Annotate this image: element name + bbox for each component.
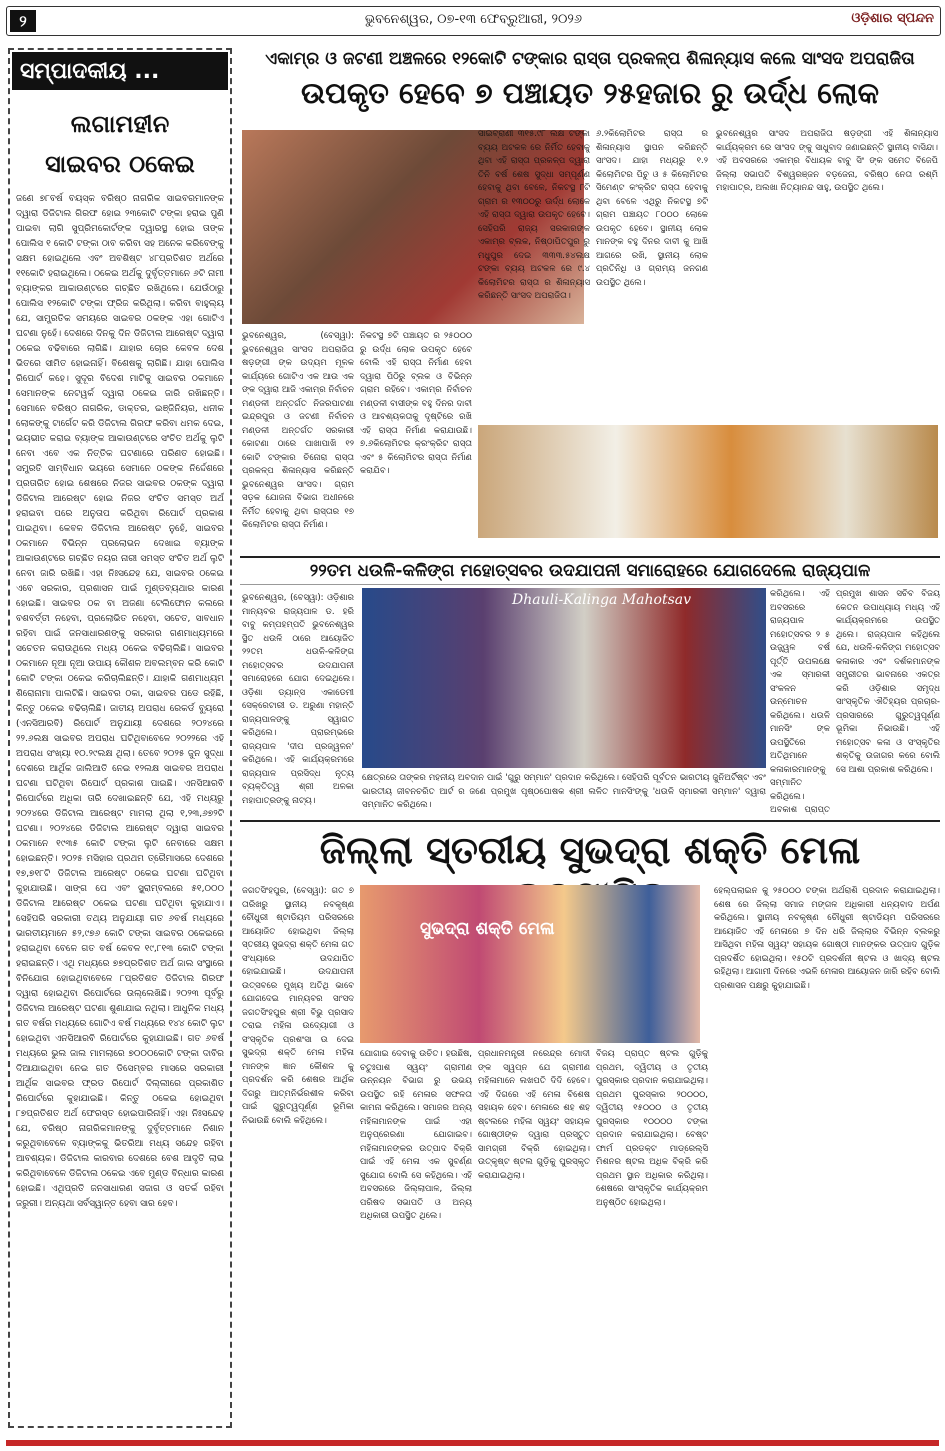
story2-col1: ଭୁବନେଶ୍ୱର, (ବେସ୍ୱା): ଓଡ଼ିଶାର ମାନ୍ୟବର ରାଜ୍ୟପାଳ ଡ. ହରି ବାବୁ କମ୍ପହମ୍ପତି ଭୁବନେଶ୍ୱର ସ୍ଥିତ ଧଉଳି ଠାରେ ଆୟୋଜିତ ୨୨ତମ ଧଉଳି-କଳିଙ୍ଗ ମହୋତ୍ସବର ଉଦଯାପନୀ ସମାରୋହରେ ଯୋଗ ଦେଇଥିଲେ। ଓଡ଼ିଶା ଡ୍ୟାନ୍ସ ଏକାଡେମୀ ସେକ୍ରେଟାରୀ ଡ. ଅରୁଣା ମହାନ୍ତି ରାଜ୍ୟପାଳଙ୍କୁ ସ୍ୱାଗତ କରିଥିଲେ। ପ୍ରାରମ୍ଭରେ ରାଜ୍ୟପାଳ 'ଦୀପ ପ୍ରଜ୍ୱଳନ' କରିଥିଲେ। ଏହି କାର୍ଯ୍ୟକ୍ରମରେ ରାଜ୍ୟପାଳ ପ୍ରସିଦ୍ଧ ନୃତ୍ୟ ବ୍ୟକ୍ତିତ୍ୱ ଶ୍ରୀ ଅଳକା ମହାପାତ୍ରଙ୍କୁ ନାଟ୍ୟ। [242, 593, 354, 806]
story3-col1: ଜଗତସିଂହପୁର, (ବେସ୍ୱା): ଗତ ୭ ତାରିଖରୁ ସ୍ଥାନୀୟ ନବକୃଷ୍ଣ ଚୌଧୁରୀ ଷ୍ଟାଡିୟମ ପରିସରରେ ଆୟୋଜିତ ହୋଇଥିବା ଜିଲ୍ଲା ସ୍ତରୀୟ ସୁଭଦ୍ରା ଶକ୍ତି ମେଳା ଗତ ସଂଧ୍ୟାରେ ଉଦଯାପିତ ହୋଇଯାଇଛି। ଉଦଯାପନୀ ଉତ୍ସବରେ ମୁଖ୍ୟ ଅତିଥି ଭାବେ ଯୋଗଦେଇ ମାନ୍ୟବର ସାଂସଦ ଜଗତସିଂହପୁର ଶ୍ରୀ ବିଭୁ ପ୍ରସାଦ ତରାଇ ମହିଳା ଉଦ୍ୟୋଗୀ ଓ ସଂସ୍କୃତିକ ପ୍ରଶଂସା ଉ ଦେଇ ସୁଭଦ୍ରା ଶକ୍ତି ମେଳା ମହିଳା ମାନଙ୍କ ଜ୍ଞାନ କୌଶଳ କୁ ପ୍ରଦର୍ଶନ କରି ଶେଷର ଆର୍ଥିକ ଦିଗରୁ ଆତ୍ମନିର୍ଭରଶୀଳ କରିବା ପାଇଁ ଗୁରୁତ୍ୱପୂର୍ଣ୍ଣ ଭୂମିକା ନିଭାଉଛି ବୋଲି କହିଥିଲେ। [242, 886, 354, 1126]
top-bar [6, 6, 941, 36]
brand-logo: ଓଡ଼ିଶାର ସ୍ପନ୍ଦନ [851, 11, 934, 26]
story2-photo [362, 588, 766, 768]
story3-banner-text: ସୁଭଦ୍ରା ଶକ୍ତି ମେଳା [420, 919, 555, 939]
story3-headline: ଜିଲ୍ଲା ସ୍ତରୀୟ ସୁଭଦ୍ରା ଶକ୍ତି ମେଳା [240, 820, 940, 918]
story1-col3: ସାଇବ୍ରାଣୀ ୩୧୫.୯୮ ଲକ୍ଷ ଟଙ୍କା ବ୍ୟୟ ଅଟକଳ ରେ ନିର୍ମିତ ହେବାକୁ ଥିବା ଏହି ରାସ୍ତା ପ୍ରକଳ୍ପ ଦ୍ୱାରା ତିନି ବର୍ଷ ଶେଷ ସୁଦ୍ଧା ସମ୍ପୂର୍ଣ୍ଣ ହେବାକୁ ଥିବା ବେଳେ, ନିକଟସ୍ଥ ୮ଟି ଗ୍ରାମ ର ୧୩୦୦ରୁ ଊର୍ଦ୍ଧ ଲୋକେ ଏହି ରାସ୍ତା ଦ୍ୱାରା ଉପକୃତ ହେବେ। ସେହିପରି ରାଜ୍ୟ ସରକାରଙ୍କ ଏକାମ୍ର ବ୍ଲକ, ନିଷ୍ଠାପିତପୁର ରୁ ମଧୁପୁର ଦେଇ ୩୩୩.୫୪ଲକ୍ଷ ଟଙ୍କା ବ୍ୟୟ ଅଟକଳ ରେ ୯.୪ କିଲୋମିଟର ରାସ୍ତା ର ଶିଳାନ୍ୟାସ କରିଛନ୍ତି ସାଂସଦ ଅପରାଜିତା। [478, 129, 590, 301]
dateline: ଭୁବନେଶ୍ୱର, ୦୭-୧୩ ଫେବ୍ରୁଆରୀ, ୨୦୨୬ [364, 12, 583, 27]
story3-photo [360, 885, 700, 1043]
story1-col2: ନିକଟସ୍ଥ ୭ଟି ପଞ୍ଚାୟତ ର ୨୫୦୦୦ ରୁ ଉର୍ଦ୍ଧ ଲୋକ ଉପକୃତ ହେବେ ବୋଲି ଏହି ରାସ୍ତା ନିର୍ମାଣ ହେବା ଦ୍ୱାରା ପିଠିରୁ ବ୍ଲକ ଓ ବିଭିନ୍ନ ଗ୍ରାମ ରହିବେ। ଏକାମ୍ର ନିର୍ବାଚନ ମଣ୍ଡଳୀ ବାସୀଙ୍କ ବହୁ ଦିନର ଦାବୀ ଓ ଆବଶ୍ୟକତାକୁ ଦୃଷ୍ଟିରେ ରଖି ଏହି ରାସ୍ତା ନିର୍ମାଣ କରାଯାଉଛି। ୭.୬କିଲୋମିଟର କ୍ରଂକ୍ରିଟ ରାସ୍ତା ଏବଂ ୫ କିଲୋମିଟର ରାସ୍ତା ନିର୍ମାଣ କରାଯିବ। [360, 331, 472, 476]
story2-banner-text: Dhauli-Kalinga Mahotsav [512, 592, 692, 608]
page-number: ୨ [10, 10, 36, 32]
story1-col5: ଭୁବନେଶ୍ୱର ସାଂସଦ ଅପରାଜିତା ଷଡ଼ଙ୍ଗୀ ଏହି ଶିଳାନ୍ୟାସ କାର୍ଯ୍ୟକ୍ରମ ରେ ସାଂସଦ ଙ୍କୁ ସାଧୁବାଦ ଜଣାଇଛନ୍ତି ସ୍ଥାନୀୟ ବାସିନ୍ଦା। ଏହି ଅବସରରେ ଏକାମ୍ର ବିଧାୟକ ବାବୁ ସିଂ ଙ୍କ ସମେତ ବିଜେପି ଜିଲ୍ଲା ସଭାପତି ବିଶ୍ୱରଞ୍ଜନ ବଡ଼ଜେନା, ବରିଷ୍ଠ ନେତା ରଶ୍ମି ମହାପାତ୍ର, ଅଲଖା ନିତ୍ୟାନନ୍ଦ ସାହୁ, ଉପସ୍ଥିତ ଥିଲେ। [716, 129, 938, 193]
story1-headline: ଉପକୃତ ହେବେ ୭ ପଞ୍ଚାୟତ ୨୫ହଜାର ରୁ ଉର୍ଦ୍ଧ ଲୋକ [300, 76, 880, 110]
story1-col1: ଭୁବନେଶ୍ୱର, (ବେସ୍ୱା): ଭୁବନେଶ୍ୱର ସାଂସଦ ଅପରାଜିତା ଷଡ଼ଙ୍ଗୀ ଙ୍କ ଉଦ୍ୟମ ମୂଳକ କାର୍ଯ୍ୟରେ ଗୋଟିଏ ଏକ ଆଉ ଏକ ଙ୍କ ଦ୍ୱାରା ଆଜି ଏକାମ୍ର ନିର୍ବାଚନ ମଣ୍ଡଳୀ ଅନ୍ତର୍ଗତ ନିଜରପାଟଣା ଇନ୍ଦ୍ରପୁର ଓ ଜଟଣୀ ନିର୍ବାଚନ ମଣ୍ଡଳୀ ଅନ୍ତର୍ଗତ ସରକାରୀ କୋଟଣା ଠାରେ ପାଖାପାଖି ୧୨ କୋଟି ଟଙ୍କାର ଚିନୋରା ରାସ୍ତା ପ୍ରକଳ୍ପ ଶିଳାନ୍ୟାସ କରିଛନ୍ତି ଭୁବନେଶ୍ୱର ସାଂସଦ। ଗ୍ରାମ ସଡ଼କ ଯୋଜନା ବିଭାଗ ଅଧୀନରେ ନିର୍ମିତ ହେବାକୁ ଥିବା ରାସ୍ତାର ୧୭ କିଲୋମିଟର ରାସ୍ତା ନିର୍ମାଣ। [242, 331, 354, 530]
story2-headline: ୨୨ତମ ଧଉଳି-କଳିଙ୍ଗ ମହୋତ୍ସବର ଉଦଯାପନୀ ସମାରୋହରେ ଯୋଗଦେଲେ ରାଜ୍ୟପାଳ [240, 556, 940, 585]
story1-kicker: ଏକାମ୍ର ଓ ଜଟଣୀ ଅଞ୍ଚଳରେ ୧୨କୋଟି ଟଙ୍କାର ରାସ୍ତା ପ୍ରକଳ୍ପ ଶିଳାନ୍ୟାସ କଲେ ସାଂସଦ ଅପରାଜିତା [265, 49, 915, 69]
editorial-body: ଜଣେ ୭୮ବର୍ଷ ବୟସ୍କ ବରିଷ୍ଠ ନାଗରିକ ସାଇବରମାନଙ୍କ ଦ୍ୱାରା ଡିଜିଟାଲ ଗିରଫ ହୋଇ ୨୩କୋଟି ଟଙ୍କା ହରାଇ ପୁଣି ପାଇବା ଲାଗି ସୁପ୍ରିମକୋର୍ଟଙ୍କ ଦ୍ୱାରସ୍ଥ ହୋଇ ତାଙ୍କ ପୋଲିସ ୧ କୋଟି ଟଙ୍କା ଠାବ କରିବା ସହ ଅନେକ କରିବେଙ୍କୁ ସକ୍ଷମ ହୋଇଥିଲେ ଏବଂ ଅବଶିଷ୍ଟ ୪୮ପ୍ରତିଶତ ଅର୍ଥରେ ୧୧କୋଟି ହରାଇଥିଲେ। ଠକେଇ ଅର୍ଥକୁ ଦୁର୍ବୃତ୍ତମାନେ ୬ଟି ନାମୀ ବ୍ୟାଙ୍କର ଆକାଉଣ୍ଟରେ ଗଚ୍ଛିତ ରଖିଥିଲେ। ଯେଉଁଠାରୁ ପୋଲିସ ୧୨କୋଟି ଟଙ୍କା ଫ୍ରିଜ କରିଥିଲା। କରିବା ବାହୁଲ୍ୟ ଯେ, ସାମ୍ପ୍ରତିକ ସମୟରେ ସାଇବର ଠକଙ୍କ ଏହା ଗୋଟିଏ ଘଟଣା ନୁହେଁ। ଦେଶରେ ଦିନକୁ ଦିନ ଡିଜିଟାଲ ଆରେଷ୍ଟ ଦ୍ୱାରା ଠକେଇ ବଢିବାରେ ଲାଗିଛି। ଯାହାର ଚୋର କେବଳ ଦେଶ ଭିତରେ ସୀମିତ ହୋଇନାହିଁ। ବିଶେଷକୁ ଲାଗିଛି। ଯାହା ପୋଲିସ ରିପୋର୍ଟ କହେ। ସୁଦୂର ବିଦେଶ ମାଟିକୁ ସାଇବର ଠକମାନେ ସେମାନଙ୍କ ନେଟୱର୍କ ଦ୍ୱାରା ଠକେଇ ଜାରି ରଖିଛନ୍ତି। ସେମାନେ ବରିଷ୍ଠ ନାଗରିକ, ଡାକ୍ତର, ଇଞ୍ଜିନିୟର, ଧନୀକ ଲୋକଙ୍କୁ ଟାର୍ଗେଟ କରି ଡିଜିଟାଲ ଗିରଫ କରିବା ଧମକ ଦେଇ, ଭୟଭୀତ କରାଇ ବ୍ୟାଙ୍କ ଆକାଉଣ୍ଟରେ ସଂଚିତ ଅର୍ଥକୁ ଲୁଟି ନେବା ଏବେ ଏକ ନିତ୍ତିକ ଘଟଣାରେ ପରିଣତ ହୋଇଛି। ସମ୍ପ୍ରତି ସାମ୍ବିଧାନ ଭୟରେ ସେମାନେ ଠକଙ୍କ ନିର୍ଦ୍ଦେଶରେ ପ୍ରତାରିତ ହୋଇ ଶେଷରେ ନିଜର ସାଇବର ଠକଙ୍କ ଦ୍ୱାରା ଡିଜିଟାଲ ଆରେଷ୍ଟ ହୋଇ ନିଜର ସଂଚିତ ସମସ୍ତ ଅର୍ଥ ହରାଇବା ପରେ ଅନୁତାପ କରିଥିବା ରିପୋର୍ଟ ପ୍ରକାଶ ପାଇଥିବା। କେବଳ ଡିଜିଟାଲ ଆରେଷ୍ଟ ନୁହେଁ, ସାଇବର ଠକମାନେ ବିଭିନ୍ନ ପ୍ରଲୋଭନ ଦେଖାଇ ବ୍ୟାଙ୍କ ଆକାଉଣ୍ଟରେ ଗଚ୍ଛିତ ନୟର ନାରୀ ସମସ୍ତ ସଂଚିତ ଅର୍ଥ ଲୁଟି ନେବା ଜାରି ରଖିଛି। ଏହା ନିଃସନ୍ଦେହ ଯେ, ସାଇବର ଠକେଇ ଏବେ ସରକାର, ପ୍ରଶାସନ ପାଇଁ ମୁଣ୍ଡବ୍ୟଥାର କାରଣ ହୋଇଛି। ସାଇବର ଠକ ବା ଅଜଣା ଟେଲିଫୋନ କଲରେ ବଶବର୍ତ୍ତୀ ନହେବା, ପ୍ରଲୋଭିତ ନହେବା, ସଚେତ, ସାବଧାନ ରହିବା ପାଇଁ ଜନସାଧାରଣଙ୍କୁ ସରକାର ଗଣମାଧ୍ୟମରେ ସଚେତନ କରାଉଥିଲେ ମଧ୍ୟ ଠକେଇ ବଢିଚାଲିଛି। ସାଇବର ଠକମାନେ ନୂଆ ନୂଆ ଉପାୟ କୌଶଳ ଅବଲମ୍ବନ କରି କୋଟି କୋଟି ଟଙ୍କା ଠକେଇ କରିଚାଲିଛନ୍ତି। ଯାହାକି ଗଣମାଧ୍ୟମ ଶିରୋନାମା ପାଲଟିଛି। ସାଇବର ଠକା, ସାଇବର ପଡେ ରହିଛି, କିନ୍ତୁ ଠକେଇ ବଢିଚାଲିଛି। ଜାତୀୟ ଅପରାଧ ରେକର୍ଡ ବ୍ୟୁରୋ (ଏନସିଆରବି) ରିପୋର୍ଟ ଅନୁଯାୟୀ ଦେଶରେ ୨୦୨୪ରେ ୨୨.୬ଲକ୍ଷ ସାଇବର ଅପରାଧ ଘଟିଥିବାବେଳେ ୨୦୨୨ରେ ଏହି ଅପରାଧ ସଂଖ୍ୟା ୧୦.୨୯ଲକ୍ଷ ଥିଲା। ତେବେ ୨୦୨୫ ଜୁନ ସୁଦ୍ଧା ଦେଶରେ ଆର୍ଥିକ ଜାଲିଆତି ନେଇ ୧୨ଲକ୍ଷ ସାଇବର ଅପରାଧ ଘଟଣା ଘଟିଥିବା ରିପୋର୍ଟ ପ୍ରକାଶ ପାଇଛି। ଏନସିଆରବି ରିପୋର୍ଟରେ ଅଧିକା ତାରି ଦେଖାଇଛନ୍ତି ଯେ, ଏହି ମଧ୍ୟରୁ ୨୦୨୪ରେ ଡିଜିଟାଲ ଆରେଷ୍ଟ ମାମଲା ଥିଲା ୧,୨୩,୬୭୨ଟି ଘଟଣା। ୨୦୨୪ରେ ଡିଜିଟାଲ ଆରେଷ୍ଟ ଦ୍ୱାରା ସାଇବର ଠକମାନେ ୧୯୩୫ କୋଟି ଟଙ୍କା ଲୁଟି ନେବାରେ ସକ୍ଷମ ହୋଇଛନ୍ତି। ୨୦୨୫ ମସିହାର ପ୍ରଥମ ତ୍ରୈମାସରେ ଦେଶରେ ୧୭,୭୧୮ଟି ଡିଜିଟାଲ ଆରେଷ୍ଟ ଠକେଇ ଘଟଣା ଘଟିଥିବା କୁହାଯାଉଛି। ସାଙ୍ଗ ପେ ଏବଂ ସ୍କ୍ରାମ୍ବଲରେ ୫୧,୦୦୦ ଡିଜିଟାଲ ଆରେଷ୍ଟ ଠକେଇ ଘଟଣା ଘଟିଥିବା କୁହାଯାଏ। ସେହିପରି ସରକାରୀ ତଥ୍ୟ ଅନୁଯାୟୀ ଗତ ୬ବର୍ଷ ମଧ୍ୟରେ ଭାରତୀୟମାନେ ୫୨,୯୭୬ କୋଟି ଟଙ୍କା ସାଇବର ଠକେଇରେ ହରାଇଥିବା ବେଳେ ଗତ ବର୍ଷ କେବଳ ୧୯,୮୧୩ କୋଟି ଟଙ୍କା ହରାଇଛନ୍ତି। ଏଥି ମଧ୍ୟରେ ୭୭ପ୍ରତିଶତ ଅର୍ଥ ଜାଲ ସଂସ୍ଥାରେ ବିନିଯୋଗ ହୋଇଥିବାବେଳେ ୮ପ୍ରତିଶତ ଡିଜିଟାଲ ଗିରଫ ଦ୍ୱାରା ହୋଇଥିବା ରିପୋର୍ଟରେ ଉଲ୍ଲେଖିଛି। ୨୦୨୩ ପୂର୍ବରୁ ଡିଜିଟାଲ ଆରେଷ୍ଟ ଘଟଣା ଶୁଣାଯାଇ ନଥିଲା। ଆଧୁନିକ ମଧ୍ୟ ଗତ ବର୍ଷର ମଧ୍ୟରେ ଗୋଟିଏ ବର୍ଷ ମଧ୍ୟରେ ୧୪୪ କୋଟି ଲୁଟ ହୋଇଥିବା ଏନସିଆରବି ରିପୋର୍ଟରେ କୁହାଯାଇଛି। ଗତ ୬ବର୍ଷ ମଧ୍ୟରେ ଭୁଲ ଜାଲ ମାମଲାରେ ୭୦୦୦କୋଟି ଟଙ୍କା ଦାବିର ଦିଆଯାଇଥିବା ନେଇ ଗତ ଡିସେମ୍ବର ମାସରେ ସରକାରୀ ଆର୍ଥିକ ସାଇବର ଫ୍ରଡ ରିପୋର୍ଟ ଦିଲ୍ଲୀରେ ପ୍ରକାଶିତ ରିପୋର୍ଟରେ କୁହାଯାଇଛି। କିନ୍ତୁ ଠକେଇ ହୋଇଥିବା ୮୭ପ୍ରତିଶତ ଅର୍ଥ ଫେରସ୍ତ ହୋଇପାରିନାହିଁ। ଏହା ନିଃସନ୍ଦେହ ଯେ, ବରିଷ୍ଠ ନାଗରିକମାନଙ୍କୁ ଦୁର୍ବୃତ୍ତମାନେ ନିଶାନ କରୁଥିବାବେଳେ ବ୍ୟାଙ୍କକୁ ଭିତରିଆ ମଧ୍ୟ ସନ୍ଦେହ ରହିବା ଆବଶ୍ୟକ। ଡିଜିଟାଲ କାରବାର ଦେଶରେ ବେଶ ଆଦୃତି ଲାଭ କରିଥିବାବେଳେ ଡିଜିଟାଲ ଠକେଇ ଏବେ ମୁଣ୍ଡ ବିନ୍ଧାର କାରଣ ହୋଇଛି। ଏଥିପ୍ରତି ଜନସାଧାରଣ ସଜାଗ ଓ ସତର୍କ ରହିବା ଜରୁରୀ। ଅନ୍ୟଥା ସର୍ବସ୍ୱାନ୍ତ ହେବା ସାର ହେବ। [16, 194, 224, 1209]
story3-col4: ବିଜୟ ପ୍ରାପ୍ତ ଷ୍ଟଲ ଗୁଡ଼ିକୁ ପ୍ରଥମ, ଦ୍ୱିତୀୟ ଓ ତୃତୀୟ ପୁରସ୍କାର ପ୍ରଦାନ କରାଯାଇଥିଲା। ପ୍ରଥମ ପୁରସ୍କାର ୨୦୦୦୦, ଦ୍ୱିତୀୟ ୧୫୦୦୦ ଓ ତୃତୀୟ ପୁରସ୍କାର ୧୦୦୦୦ ଟଙ୍କା ପ୍ରଦାନ କରାଯାଇଥିଲା। ବେଷ୍ଟ ଫାର୍ମ ପ୍ରଡକ୍ଟ ମାଡ୍ରେଲ୍ସି ମିଶନର ଷ୍ଟଲ ଅଧିକ ବିକ୍ରି କରି ପ୍ରଥମ ସ୍ଥାନ ଅଧିକାର କରିଥିଲା। ଶେଷରେ ସାଂସ୍କୃତିକ କାର୍ଯ୍ୟକ୍ରମ ଅନୁଷ୍ଠିତ ହୋଇଥିଲା। [596, 1049, 708, 1208]
editorial-title-line1: ଲଗାମହୀନ [70, 110, 170, 138]
editorial-box [8, 48, 232, 1428]
story3-col3: ପ୍ରଧାନମନ୍ତ୍ରୀ ନରେନ୍ଦ୍ର ମୋଦୀ ଙ୍କ ସ୍ୱପ୍ନ ଯେ ଗ୍ରାମୀଣ ମହିଳାମାନେ ଲଖପତି ଦିଦି ହେବେ। ଏହି ଦିଗରେ ଏହି ମେଳା ବିଶେଷ ସହାୟକ ହେବ। ମେଳାରେ ଶହ ଶହ ଷ୍ଟଲରେ ମହିଳା ସ୍ୱୟଂ ସହାୟକ ଗୋଷ୍ଠୀଙ୍କ ଦ୍ୱାରା ପ୍ରସ୍ତୁତ ସାମଗ୍ରୀ ବିକ୍ରି ହୋଇଥିଲା। ଉତ୍କୃଷ୍ଟ ଷ୍ଟଲ ଗୁଡ଼ିକୁ ପୁରସ୍କୃତ କରାଯାଇଥିଲା। [478, 1049, 590, 1181]
footer-rule [6, 1440, 939, 1446]
story1-photo-guests [478, 425, 938, 538]
story1-col4: ୬.୨କିଲୋମିଟର ରାସ୍ତା ର ଶିଳାନ୍ୟାସ ସ୍ଥାପନ କରିଛନ୍ତି ସାଂସଦ। ଯାହା ମଧ୍ୟରୁ ୧.୨ କିଲୋମିଟର ପିଚୁ ଓ ୫ କିଲୋମିଟର ସିମେଣ୍ଟ କଂକ୍ରିଟ ରାସ୍ତା ହେବାକୁ ଥିବା ବେଳେ ଏଥିରୁ ନିକଟସ୍ଥ ୭ଟି ଗ୍ରାମ ପଞ୍ଚାୟତ ୮୦୦୦ ଲୋକେ ଉପକୃତ ହେବେ। ସ୍ଥାନୀୟ ଲୋକ ମାନଙ୍କ ବହୁ ଦିନର ଦାବୀ କୁ ଆଖି ଆଗରେ ରଖି, ସ୍ଥାନୀୟ ଲୋକ ପ୍ରତିନିଧି ଓ ଗ୍ରାମ୍ୟ ଜନଗଣ ଉପସ୍ଥିତ ଥିଲେ। [596, 129, 708, 288]
editorial-tag: ସମ୍ପାଦକୀୟ ... [12, 52, 228, 90]
story2-col2: କ୍ଷେତ୍ରରେ ତାଙ୍କର ମହନୀୟ ଅବଦାନ ପାଇଁ 'ଗୁରୁ ସମ୍ମାନ' ପ୍ରଦାନ କରିଥିଲେ। ସେହିପରି ପୂର୍ବତନ ଭାରତୀୟ ଜୁନିଅର୍ଟିଷ୍ଟ ଏବଂ ଭାରତୀୟ ଜୀବନଚରିତ ଆର୍ଟ ର ଜଣେ ପ୍ରମୁଖ ପୃଷ୍ଠପୋଷକ ଶ୍ରୀ ଲଳିତ ମାନସିଂଙ୍କୁ 'ଧଉଳି ସ୍ମାରକୀ ସମ୍ମାନ' ଦ୍ୱାରା ସମ୍ମାନିତ କରିଥିଲେ। [362, 773, 766, 810]
story3-col5: ହେଲ୍ପଲାଇନ କୁ ୨୫୦୦୦ ଟଙ୍କା ଅର୍ଥରାଶି ପ୍ରଦାନ କରାଯାଇଥିଲା। ଶେଷ ରେ ଜିଲ୍ଲା ସମାଜ ମଙ୍ଗଳ ଅଧିକାରୀ ଧନ୍ୟବାଦ ଅର୍ପଣ କରିଥିଲେ। ସ୍ଥାନୀୟ ନବକୃଷ୍ଣ ଚୌଧୁରୀ ଷ୍ଟାଡିୟମ ପରିସରରେ ଆୟୋଜିତ ଏହି ମେଳାରେ ୭ ଦିନ ଧରି ଜିଲ୍ଲାର ବିଭିନ୍ନ ବ୍ଲକରୁ ଆସିଥିବା ମହିଳା ସ୍ୱୟଂ ସହାୟକ ଗୋଷ୍ଠୀ ମାନଙ୍କର ଉତ୍ପାଦ ଗୁଡ଼ିକ ପ୍ରଦର୍ଶିତ ହୋଇଥିଲା। ୧୫୦ଟି ପ୍ରଦର୍ଶନୀ ଷ୍ଟଲ ଓ ଖାଦ୍ୟ ଷ୍ଟଲ ରହିଥିଲା। ଆଗାମୀ ଦିନରେ ଏଭଳି ମେଳାର ଆୟୋଜନ ଜାରି ରହିବ ବୋଲି ପ୍ରଶାସନ ପକ୍ଷରୁ କୁହାଯାଇଛି। [714, 886, 940, 991]
story2-col4: ପ୍ରମୁଖ ଶାସନ ସଚିବ ବିଜୟ କେତନ ଉପାଧ୍ୟାୟ ମଧ୍ୟ ଏହି କାର୍ଯ୍ୟକ୍ରମରେ ଉପସ୍ଥିତ ଥିଲେ। ରାଜ୍ୟପାଳ କହିଥିଲେ ଯେ, ଧଉଳି-କଳିଙ୍ଗ ମହୋତ୍ସବ କଳାକାର ଏବଂ ଦର୍ଶକମାନଙ୍କ ସମ୍ପ୍ରୀତର ଭାବନାରେ ଏକତ୍ର କରି ଓଡ଼ିଶାର ସମୃଦ୍ଧ ସାଂସ୍କୃତିକ ଐତିହ୍ୟର ପ୍ରଚାର-ପ୍ରସାରରେ ଗୁରୁତ୍ୱପୂର୍ଣ୍ଣ ଭୂମିକା ନିଭାଉଛି। ଏହି ମହୋତ୍ସବ କଳା ଓ ସଂସ୍କୃତିର ଶକ୍ତିକୁ ଉଜାଗର କରେ ବୋଲି ସେ ଆଶା ପ୍ରକାଶ କରିଥିଲେ। [836, 589, 940, 775]
story2-col3: କରିଥିଲେ। ଏହି ଅବସରରେ ରାଜ୍ୟପାଳ ମହୋତ୍ସବର ୨ ୫ ଉଜ୍ଜ୍ୱଳ ବର୍ଷ ପୂର୍ତ୍ତି ଉପଲକ୍ଷେ ଏକ ସ୍ମାରକୀ ସଂକଳନ ଉନ୍ମୋଚନ କରିଥିଲେ। ଧଉଳି ମାନସିଂ ଙ୍କ ଉପସ୍ଥିତିରେ ଅତିଥିମାନେ କଳାକାରମାନଙ୍କୁ ସମ୍ମାନିତ କରିଥିଲେ। ଅବକାଶ ପ୍ରାପ୍ତ [770, 589, 830, 815]
story3-col2: ଯୋଗାଇ ଦେବାକୁ ଉଚିତ। ହଉଛିଷ, ଚତୁଃପାଶ ସ୍ୱୟଂ ଗ୍ରାମୀଣ ଉନ୍ନୟନ ବିଭାଗ ରୁ ଉଭୟ ଉପସ୍ଥିତ ରହି ମେଳାର ସଫଳତା କାମନା କରିଥିଲେ। ସମାଜର ଅନ୍ୟ ମହିଳାମାନଙ୍କ ପାଇଁ ଏହା ଅନୁପ୍ରେରଣା ଯୋଗାଇବ। ମହିଳାମାନଙ୍କର ଉତ୍ପାଦ ବିକ୍ରି ପାଇଁ ଏହି ମେଳା ଏକ ସୁବର୍ଣ୍ଣ ସୁଯୋଗ ବୋଲି ସେ କହିଥିଲେ। ଏହି ଅବସରରେ ଜିଲ୍ଲାପାଳ, ଜିଲ୍ଲା ପରିଷଦ ସଭାପତି ଓ ଅନ୍ୟ ଅଧିକାରୀ ଉପସ୍ଥିତ ଥିଲେ। [360, 1049, 472, 1221]
editorial-title-line2: ସାଇବର ଠକେଇ [45, 150, 195, 178]
